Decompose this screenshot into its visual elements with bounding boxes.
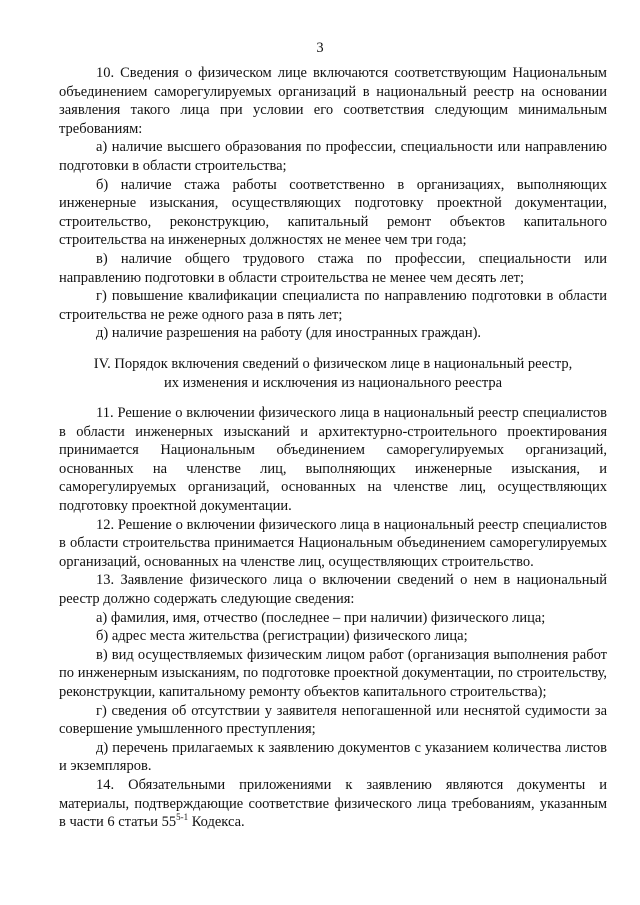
list-item-13-g: г) сведения об отсутствии у заявителя непогашенной или неснятой судимости за совершение умышленного преступления; [59, 702, 607, 738]
list-item-v: в) наличие общего трудового стажа по профессии, специальности или направлению подготовки в области строительства не менее чем десять лет; [59, 250, 607, 286]
section-heading-line-1: IV. Порядок включения сведений о физическом лице в национальный реестр, [93, 355, 573, 372]
paragraph-12: 12. Решение о включении физического лица в национальный реестр специалистов в области строительства принимается Национальным объединением саморегулируемых организаций, основанных на членстве лиц, осуществляющих строительство. [59, 516, 607, 570]
list-item-g: г) повышение квалификации специалиста по направлению подготовки в области строительства не реже одного раза в пять лет; [59, 288, 607, 323]
paragraph-13: 13. Заявление физического лица о включении сведений о нем в национальный реестр должно содержать следующие сведения: [59, 572, 607, 608]
paragraph-14-text: 14. Обязательными приложениями к заявлению являются документы и материалы, подтверждающие соответствие физического лица требованиям, указанным в части 6 статьи 55 [59, 776, 607, 831]
list-item-d: д) наличие разрешения на работу (для иностранных граждан). [96, 325, 482, 342]
paragraph-14-ending: Кодекса. [188, 814, 245, 831]
paragraph-10: 10. Сведения о физическом лице включаются соответствующим Национальным объединением саморегулируемых организаций в национальный реестр на основании заявления такого лица при условии его соответствия следующим минимальным требованиям: [59, 65, 607, 137]
section-heading-line-2: их изменения и исключения из национального реестра [163, 374, 503, 391]
paragraph-14 [59, 776, 607, 832]
document-body [59, 64, 607, 832]
list-item-b: б) наличие стажа работы соответственно в организациях, выполняющих инженерные изыскания, осуществляющих подготовку проектной документации, строительство, реконструкцию, капитальный ремонт объектов капитального строительства на инженерных должностях не менее чем три года; [59, 176, 607, 249]
list-item-13-v: в) вид осуществляемых физическим лицом работ (организация выполнения работ по инженерным изысканиям, по подготовке проектной документации, по строительству, реконструкции, капитальному ремонту объектов капитального строительства); [59, 646, 607, 700]
section-heading [59, 355, 607, 392]
paragraph-11: 11. Решение о включении физического лица в национальный реестр специалистов в области инженерных изысканий и архитектурно-строительного проектирования принимается Национальным объединением саморегулируемых организаций, основанных на членстве лиц, выполняющих инженерные изыскания, и саморегулируемых организаций, основанных на членстве лиц, осуществляющих подготовку проектной документации. [59, 405, 607, 515]
list-item-13-d: д) перечень прилагаемых к заявлению документов с указанием количества листов и экземпляров. [59, 739, 607, 775]
page-number: 3 [316, 40, 324, 56]
list-item-13-b: б) адрес места жительства (регистрации) физического лица; [96, 628, 468, 645]
list-item-a: а) наличие высшего образования по профессии, специальности или направлению подготовки в области строительства; [59, 139, 607, 174]
article-superscript: 5-1 [176, 812, 189, 823]
list-item-13-a: а) фамилия, имя, отчество (последнее – при наличии) физического лица; [96, 609, 546, 626]
